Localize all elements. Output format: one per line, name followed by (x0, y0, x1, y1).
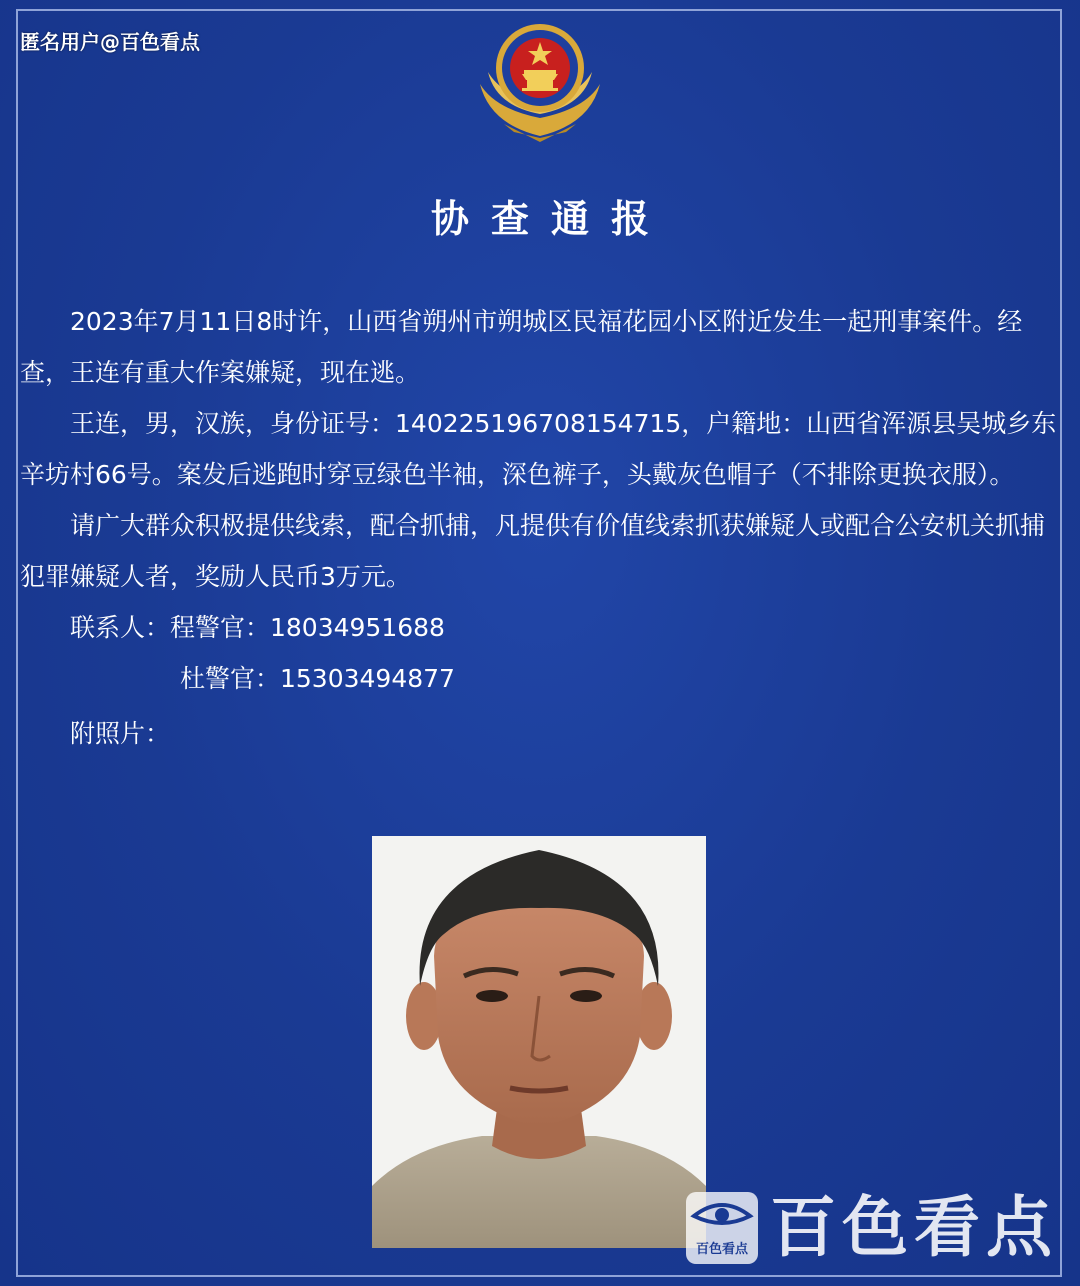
brand-logo-text: 百色看点 (695, 1242, 748, 1257)
watermark-brand (686, 1188, 1066, 1268)
notice-body (20, 296, 1066, 759)
watermark-username: 匿名用户@百色看点 (20, 30, 200, 54)
paragraph-incident: 2023年7月11日8时许，山西省朔州市朔城区民福花园小区附近发生一起刑事案件。经查，王连有重大作案嫌疑，现在逃。 (20, 307, 1023, 387)
brand-name: 百色看点 (770, 1189, 1058, 1266)
photo-label: 附照片： (70, 719, 171, 748)
notice-title: 协查通报 (430, 197, 671, 241)
paragraph-reward: 请广大群众积极提供线索，配合抓捕，凡提供有价值线索抓获嫌疑人或配合公安机关抓捕犯罪嫌疑人者，奖励人民币3万元。 (20, 511, 1046, 591)
contact-line-1: 联系人：程警官：18034951688 (70, 613, 445, 642)
brand-logo-icon (686, 1192, 758, 1264)
suspect-photo (372, 836, 706, 1248)
suspect-portrait-image (372, 836, 706, 1248)
eye-logo-icon (686, 1192, 758, 1236)
contact-line-2: 杜警官：15303494877 (180, 664, 455, 693)
paragraph-suspect: 王连，男，汉族，身份证号：140225196708154715，户籍地：山西省浑源县吴城乡东辛坊村66号。案发后逃跑时穿豆绿色半袖，深色裤子，头戴灰色帽子（不排除更换衣服）。 (20, 409, 1057, 489)
police-emblem-icon (470, 14, 610, 144)
